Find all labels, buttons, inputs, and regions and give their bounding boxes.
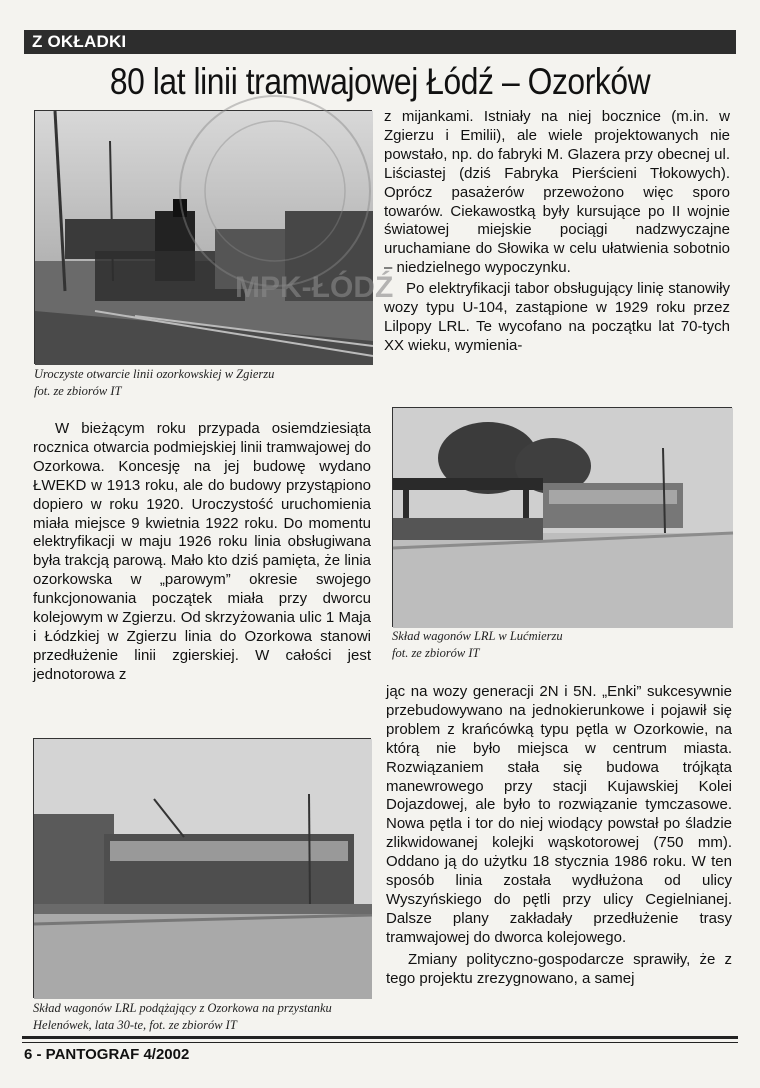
- paragraph: jąc na wozy generacji 2N i 5N. „Enki” sukcesywnie przebudowywano na jednokierunkowe i pojawił się problem z krańcówką typu pętla w Ozorkowie, na którą nie było miejsca w centrum miasta. Rozwiązaniem stała się budowa trójkąta manewrowego przy stacji Kujawskiej Kolei Dojazdowej, ale było to rozwiązanie tymczasowe. Nowa pętla i tor do niej wiodący powstał po śladzie zlikwidowanej kolejki wąskotorowej (750 mm). Oddano ją do użytku 18 stycznia 1986 roku. W ten sposób linia została wydłużona od ulicy Wyszyńskiego do pętli przy ulicy Cegielnianej. Dalsze plany zakładały przedłużenie trasy tramwajowej do dworca kolejowego.: [386, 683, 732, 946]
- section-label: Z OKŁADKI: [24, 30, 736, 54]
- article-right-column-bottom: [386, 683, 732, 989]
- paragraph: z mijankami. Istniały na niej bocznice (m.in. w Zgierzu i Emilii), ale wiele projektowanych nie powstało, np. do fabryki M. Glazera przy obecnej ul. Liściastej (dziś Fabryka Pierścieni Tłokowych). Oprócz pasażerów przewożono więc sporo towarów. Ciekawostką były kursujące po II wojnie światowej miejskie pociągi nadzwyczajne uruchamiane do Słowika w celu ułatwienia sobotnio – niedzielnego wypoczynku.: [384, 108, 730, 277]
- article-left-column: [33, 420, 371, 685]
- photo-opening-ceremony: [34, 110, 394, 364]
- paragraph: W bieżącym roku przypada osiemdziesiąta rocznica otwarcia podmiejskiej linii tramwajowej do Ozorkowa. Koncesję na jej budowę wydano ŁWEKD w 1913 roku, ale do budowy przystąpiono dopiero w roku 1920. Uroczystość uruchomienia miała miejsce 9 kwietnia 1922 roku. Do momentu elektryfikacji w maju 1926 roku linia obsługiwana była trakcją parową. Mało kto dziś pamięta, że linia ozorkowska w „parowym” okresie swojego funkcjonowania początek miała przy dworcu kolejowym w Zgierzu. Od skrzyżowania ulic 1 Maja i Łódzkiej w Zgierzu linia do Ozorkowa stanowi przedłużenie linii zgierskiej. W całości jest jednotorowa z: [33, 420, 371, 683]
- photo-caption-3: Skład wagonów LRL podążający z Ozorkowa na przystanku Helenówek, lata 30-te, fot. ze zbiorów IT: [33, 1001, 332, 1032]
- photo-lucmierz: [392, 407, 732, 627]
- article-title: 80 lat linii tramwajowej Łódź – Ozorków: [109, 61, 651, 102]
- paragraph: Po elektryfikacji tabor obsługujący linię stanowiły wozy typu U-104, zastąpione w 1929 roku przez Lilpopy LRL. Te wycofano na początku lat 70-tych XX wieku, wymienia-: [384, 280, 730, 354]
- paragraph: Zmiany polityczno-gospodarcze sprawiły, że z tego projektu zrezygnowano, a samej: [386, 950, 732, 987]
- photo-caption-1: Uroczyste otwarcie linii ozorkowskiej w Zgierzu fot. ze zbiorów IT: [34, 367, 275, 398]
- page-footer: 6 - PANTOGRAF 4/2002: [24, 1046, 190, 1063]
- footer-rule: [22, 1036, 738, 1039]
- photo-caption-2: Skład wagonów LRL w Lućmierzu fot. ze zbiorów IT: [392, 629, 563, 660]
- photo-stamp: MPK-ŁÓDŹ: [235, 271, 394, 304]
- article-right-column-top: [384, 108, 730, 356]
- photo-helenowek: [33, 738, 371, 998]
- footer-rule-thin: [22, 1042, 738, 1043]
